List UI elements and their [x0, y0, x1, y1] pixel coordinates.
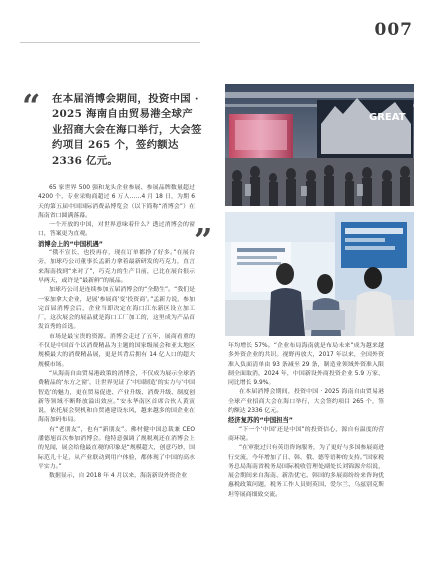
exhibition-hall-photo — [225, 84, 414, 206]
paragraph: 市场是最宝贵的资源。消博会走过了五年，展商看重的不仅是中国首个以消费精品为主题的国家级展会和亚太地区规模最大的消费精品展，更是其背后拥有 14 亿人口的超大规模市场。 — [38, 333, 195, 368]
open-quote-mark: “ — [22, 87, 41, 125]
close-quote-mark: ” — [194, 221, 213, 259]
section-heading: 消博会上的“中国机遇” — [38, 240, 103, 248]
paragraph: 65 家世界 500 强和龙头企业参展、参展品牌数量超过 4200 个、专业采购商超过 6 万人……4 月 18 日，为期 6 天的第五届中国国际消费品博览会（以下简称“消博会”）在海南省口圆满落幕。 — [38, 185, 195, 219]
paragraph: 有“老朋友”，也有“新朋友”。佛村健中国总裁兼 CEO 潘德旭首次参加消博会。他特意强调了规税观还在消博会上的见闻，展会给他最直观的印象是“规模超大，创意巧妙，国际范儿十足，从产业联动到用户体验，都体现了中国的高水平实力。” — [38, 426, 195, 470]
booth-consultation-photo — [225, 212, 414, 336]
paragraph: 年均增长 57%。“企业布局海南就是布局未来”成为越来越多外资企业的共识。视野再放大，2017 年以来，全国外资准入负面清单由 93 条减至 29 条，制造业领域外资准入限制全面取消，2024 年，中国新设外商投资企业 5.9 万家，同比增长 9.9%。 — [228, 343, 384, 387]
divider — [20, 42, 200, 43]
section-heading: 经济复苏的“中国担当” — [228, 417, 293, 425]
pull-quote-text: 在本届消博会期间，投资中国 · 2025 海南自由贸易港全球产业招商大会在海口举行，大会签约项目 265 个，签约额达 2336 亿元。 — [52, 93, 202, 167]
paragraph: 加球巧公司是连续参加五届消博会的“全勤生”。“我们是一家加拿大企业，是展‘参展商’变‘投资商’。”孟新力说，参加完首届消博会后，企业当即决定在海口江东新区设立加工厂，这次展会的展品就是海口工厂加工的，这里成为产品首发首秀的首选。 — [38, 287, 195, 331]
sign-text: GREAT — [369, 112, 406, 123]
paragraph: “俄不宣长，也投再存，现在订单都挣了好多。”在展台旁，加球巧公司董事长孟新力拿着最新研发的巧克力，直言来海南找到“来对了”，巧克力的生产目前，已比在展台很示早两天，或许是“最新鲜”的展品。 — [38, 250, 195, 284]
paragraph: 在本届消博会期间，投资中国 · 2025 海南自由贸易港全球产业招商大会在海口举行，大会签约项目 265 个，签约额达 2336 亿元。 — [228, 389, 384, 415]
paragraph: “在审批过只有英语咨询服务，为了更好与多国参展商进行交流，今年增加了日、韩、俄、德等语种的支持。”国家税务总局海南省税务局国际税收管理处副处长刘锦源介绍说，展会期间来自海南、新浩优宅、韩国的多展商纷纷来咨询优惠税政策问题，税务工作人员则英国、爱尔兰、乌兹别克斯坦等展商细致交流。 — [228, 445, 384, 498]
left-column-text — [38, 184, 195, 482]
paragraph: “下一个‘中国’还是中国”的投资信心，源自有温度的营商环境。 — [228, 426, 384, 442]
page-number: 007 — [374, 20, 413, 40]
paragraph: 一个开放的中国，对世界意味着什么？透过消博会的窗口，答案更为直观。 — [38, 222, 195, 238]
paragraph: 数据显示，自 2018 年 4 月以来，海南新设外资企业 — [49, 473, 188, 480]
paragraph: “从海南自由贸易港政策的消博会，不仅成为展示全球消费精品的‘东方之窗’，让世界见证了‘中国制造’的实力与‘中国智造’的魅力，更在贸易促进、产业升级、消费升级、制度创新等领域不断释放溢出效应。”安永华南区首席合伙人黄寅说，依托展会契机和自贸港建设东风，越来越多的国企业在海南加码布局。 — [38, 370, 195, 424]
right-column-text — [228, 342, 384, 500]
